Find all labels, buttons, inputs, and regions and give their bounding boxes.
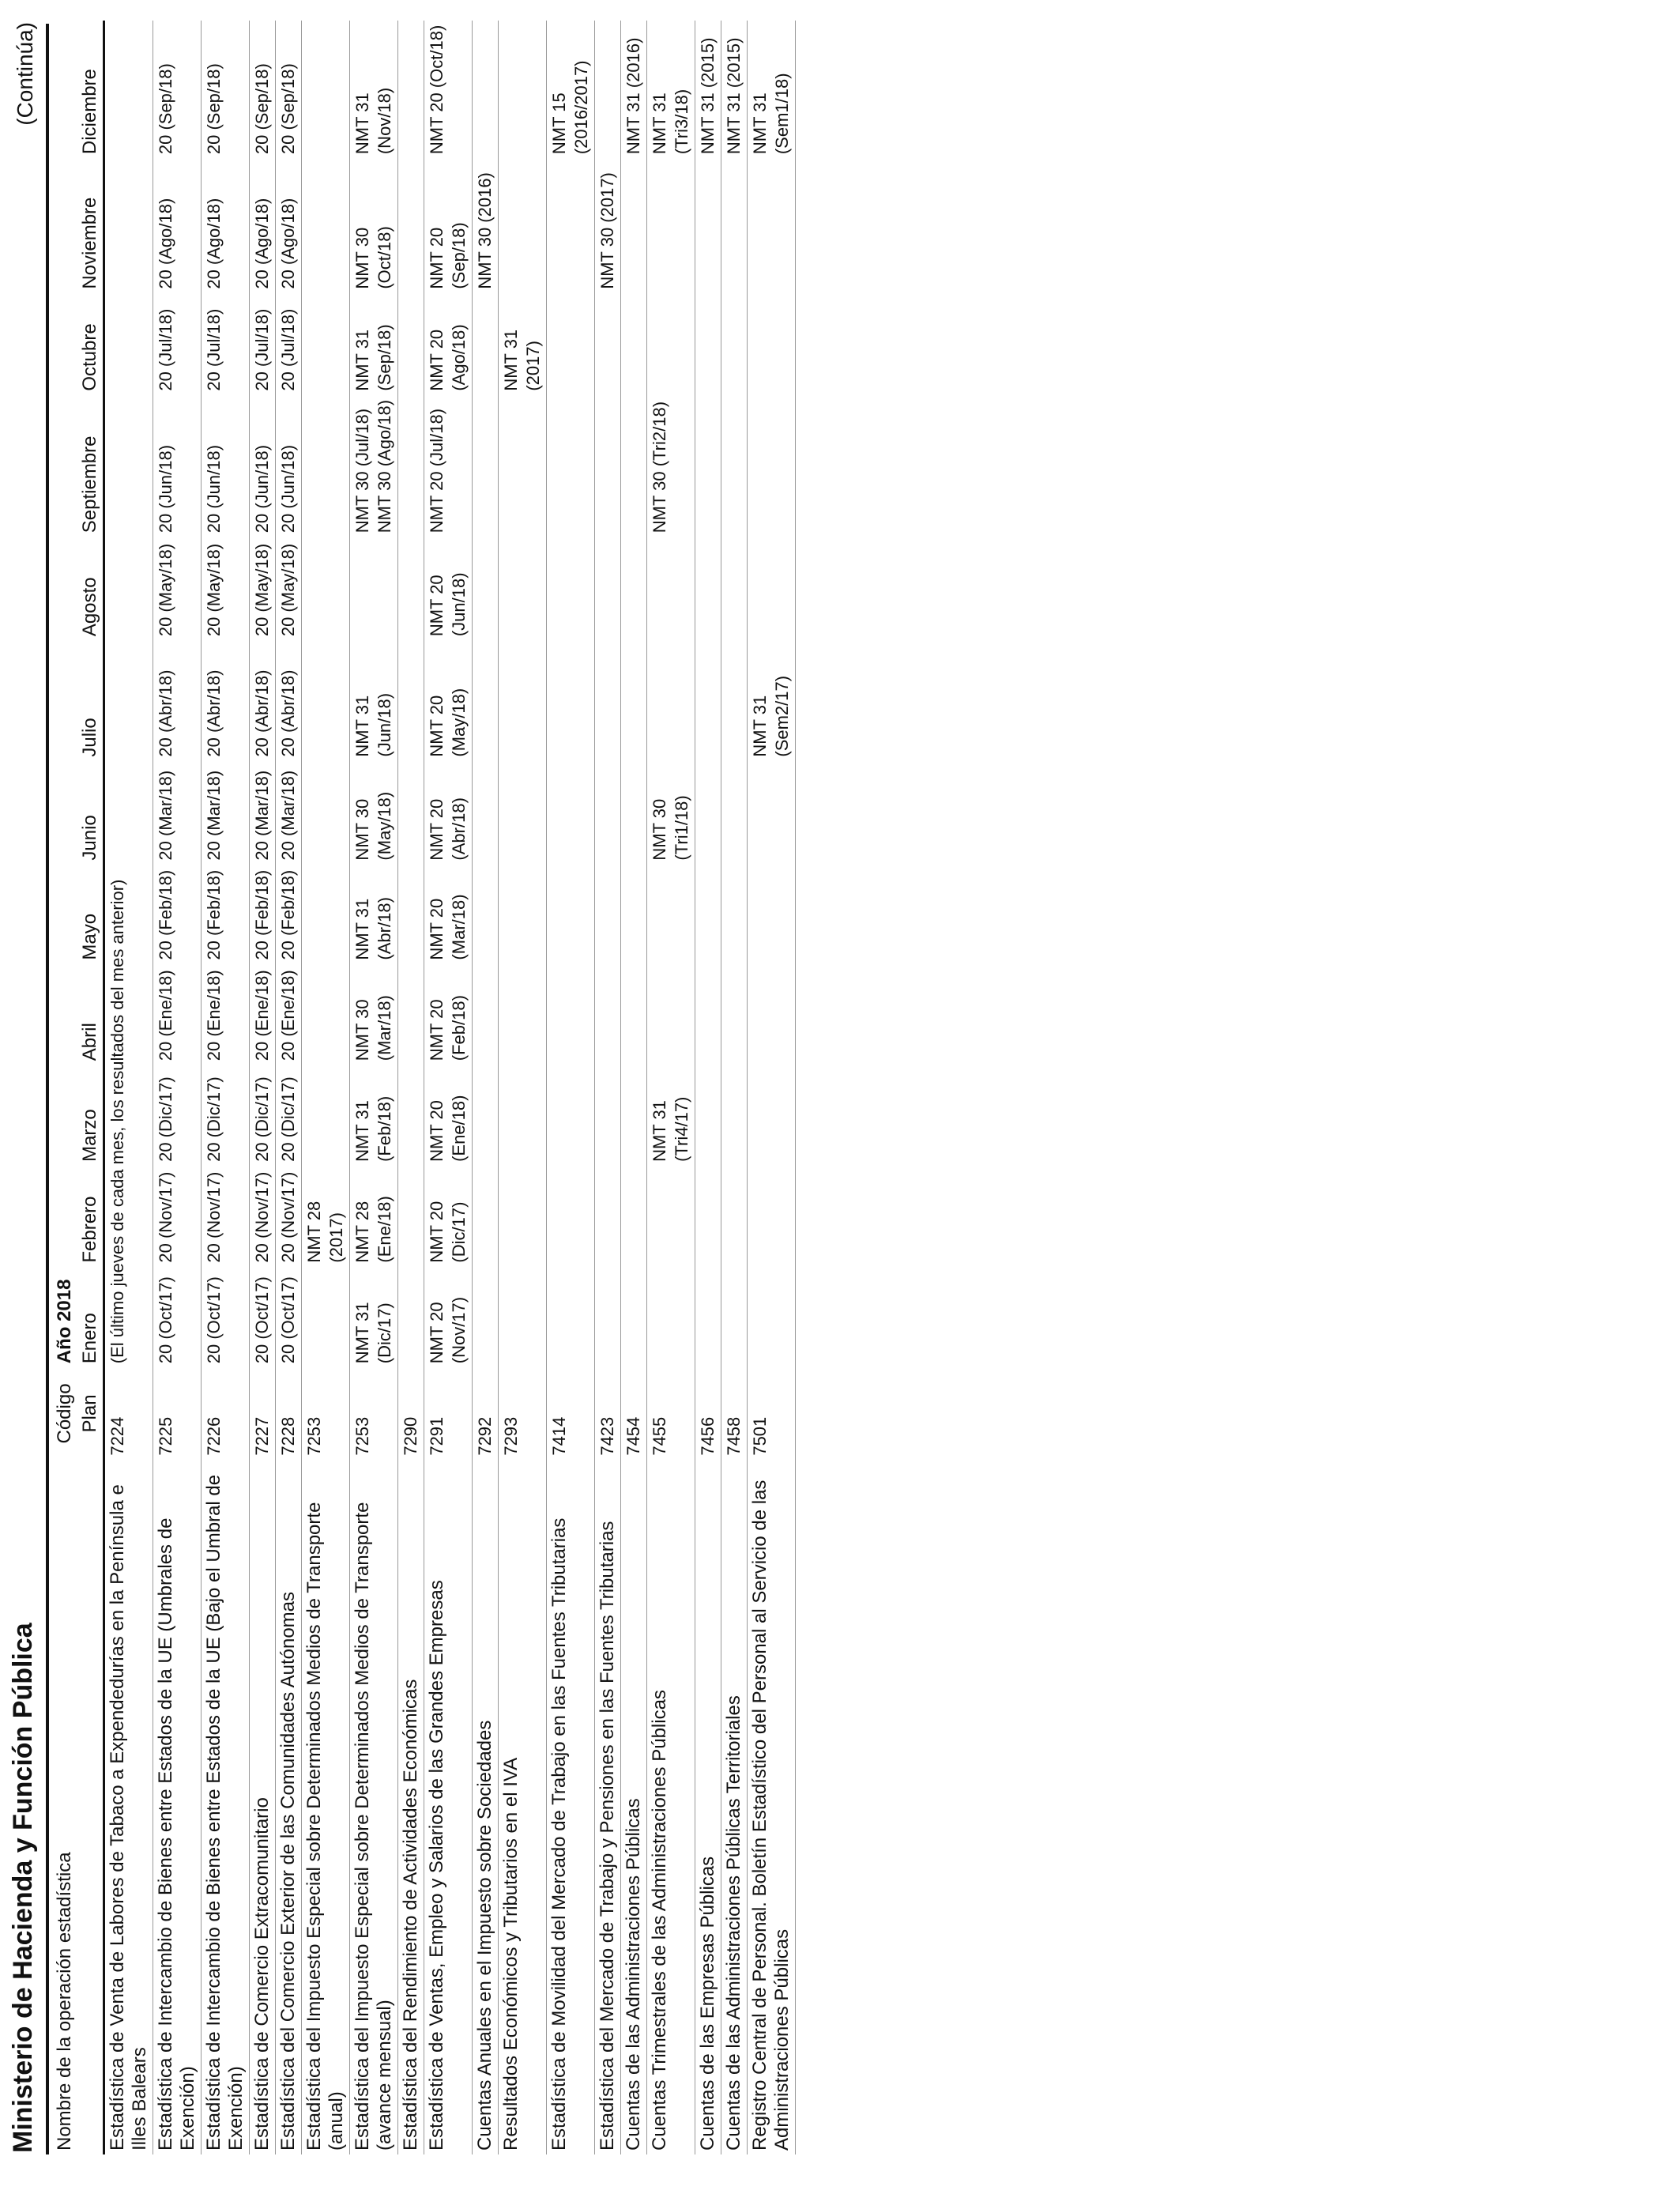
table-row (547, 21, 595, 2154)
schedule-cell (302, 21, 350, 158)
plan-code: 7501 (750, 1416, 770, 1456)
schedule-cell (547, 158, 595, 293)
schedule-cell: 20 (Jun/18) (252, 444, 272, 533)
plan-code: 7455 (650, 1416, 669, 1456)
schedule-cell: 20 (Ago/18) (252, 198, 272, 289)
schedule-cell (695, 1267, 721, 1368)
operation-name: Estadística del Impuesto Especial sobre Determinados Medios de Transporte (avance mensual) (352, 1502, 395, 2151)
schedule-cell: 20 (May/18) (156, 543, 175, 637)
schedule-cell: 20 (Ene/18) (204, 970, 224, 1061)
schedule-cell (647, 964, 695, 1065)
plan-code: 7454 (623, 1416, 643, 1456)
plan-code: 7456 (698, 1416, 718, 1456)
schedule-cell (302, 158, 350, 293)
schedule-cell (302, 1065, 350, 1166)
schedule-cell (695, 1065, 721, 1166)
operation-name: Estadística de Venta de Labores de Tabaco a Expendedurías en la Península e Illes Balears (107, 1484, 150, 2151)
schedule-cell (547, 640, 595, 760)
col-header-month: Febrero (77, 1166, 104, 1267)
plan-code: 7224 (107, 1416, 127, 1456)
table-row (473, 21, 499, 2154)
schedule-cell: 20 (Jun/18) (156, 444, 175, 533)
schedule-cell: 20 (Jul/18) (278, 308, 298, 391)
schedule-cell (547, 761, 595, 865)
schedule-cell: NMT 31 (Tri3/18) (650, 89, 691, 155)
table-row (276, 21, 302, 2154)
schedule-cell: 20 (Abr/18) (278, 669, 298, 757)
schedule-cell: 20 (Sep/18) (252, 63, 272, 155)
schedule-cell: 20 (Dic/17) (278, 1076, 298, 1162)
schedule-cell (748, 1267, 796, 1368)
schedule-cell (473, 761, 499, 865)
plan-code: 7290 (401, 1416, 420, 1456)
schedule-cell (621, 865, 647, 964)
operation-name: Resultados Económicos y Tributarios en el IVA (500, 1757, 522, 2151)
col-header-code-top: Código (54, 1383, 75, 1444)
col-header-month: Septiembre (77, 395, 104, 537)
schedule-cell (398, 21, 424, 158)
schedule-cell (302, 640, 350, 760)
schedule-cell: NMT 31 (2015) (724, 37, 744, 155)
schedule-cell (473, 21, 499, 158)
schedule-cell (499, 1267, 547, 1368)
schedule-cell (748, 395, 796, 537)
schedule-cell (398, 158, 424, 293)
schedule-cell: 20 (Jun/18) (278, 444, 298, 533)
col-header-month: Diciembre (77, 21, 104, 158)
schedule-cell: 20 (Mar/18) (156, 770, 175, 861)
schedule-cell (547, 537, 595, 640)
schedule-cell (595, 395, 621, 537)
schedule-cell (499, 21, 547, 158)
schedule-cell (398, 537, 424, 640)
col-header-code-bottom: Plan (77, 1367, 104, 1459)
schedule-cell: 20 (Abr/18) (156, 669, 175, 757)
table-row (695, 21, 721, 2154)
schedule-cell: 20 (Jul/18) (156, 308, 175, 391)
schedule-cell (499, 1065, 547, 1166)
schedule-cell (595, 1166, 621, 1267)
schedule-cell: NMT 20 (Abr/18) (427, 797, 469, 861)
schedule-cell (499, 865, 547, 964)
table-body (104, 21, 796, 2154)
schedule-cell: 20 (Sep/18) (204, 63, 224, 155)
schedule-cell (302, 761, 350, 865)
schedule-cell (302, 1267, 350, 1368)
table-row (104, 21, 153, 2154)
schedule-cell (621, 761, 647, 865)
table-row (595, 21, 621, 2154)
table-row (499, 21, 547, 2154)
schedule-cell (695, 1166, 721, 1267)
schedule-cell: 20 (Oct/17) (156, 1276, 175, 1364)
schedule-cell (595, 293, 621, 395)
schedule-cell (748, 964, 796, 1065)
plan-code: 7292 (475, 1416, 495, 1456)
schedule-cell (695, 537, 721, 640)
schedule-cell: 20 (Abr/18) (252, 669, 272, 757)
schedule-cell: 20 (Nov/17) (278, 1171, 298, 1263)
table-row (202, 21, 250, 2154)
schedule-cell (398, 1065, 424, 1166)
schedule-cell (547, 1166, 595, 1267)
schedule-cell: NMT 31 (Sem2/17) (750, 675, 792, 757)
schedule-cell (748, 158, 796, 293)
schedule-cell (595, 865, 621, 964)
schedule-cell: NMT 28 (2017) (304, 1201, 346, 1263)
operation-name: Estadística de Movilidad del Mercado de Trabajo en las Fuentes Tributarias (548, 1517, 570, 2151)
schedule-cell: NMT 31 (Sep/18) (352, 324, 394, 391)
schedule-cell: NMT 20 (Feb/18) (427, 995, 469, 1061)
schedule-cell (647, 1267, 695, 1368)
schedule-cell: 20 (Ago/18) (278, 198, 298, 289)
schedule-cell (499, 158, 547, 293)
schedule-cell: NMT 31 (Abr/18) (352, 897, 394, 960)
schedule-cell (595, 1267, 621, 1368)
schedule-cell (721, 865, 748, 964)
schedule-cell: NMT 31 (Nov/18) (352, 87, 394, 155)
schedule-cell: 20 (Nov/17) (204, 1171, 224, 1263)
schedule-cell (647, 1166, 695, 1267)
schedule-cell (473, 640, 499, 760)
schedule-cell: 20 (Feb/18) (278, 869, 298, 960)
table-row (302, 21, 350, 2154)
schedule-cell: 20 (Oct/17) (252, 1276, 272, 1364)
schedule-cell (621, 640, 647, 760)
schedule-note: (El último jueves de cada mes, los resultados del mes anterior) (107, 879, 127, 1364)
schedule-cell (647, 158, 695, 293)
schedule-cell: 20 (Jul/18) (252, 308, 272, 391)
col-header-month: Mayo (77, 865, 104, 964)
header-rule (46, 24, 49, 2154)
schedule-cell (695, 158, 721, 293)
plan-code: 7253 (352, 1416, 372, 1456)
col-header-month: Abril (77, 964, 104, 1065)
schedule-cell (547, 1065, 595, 1166)
schedule-cell: 20 (May/18) (278, 543, 298, 637)
schedule-cell (473, 537, 499, 640)
table-row (748, 21, 796, 2154)
schedule-cell (398, 964, 424, 1065)
table-row (621, 21, 647, 2154)
schedule-cell (621, 537, 647, 640)
schedule-cell (721, 293, 748, 395)
schedule-cell (721, 158, 748, 293)
schedule-cell: NMT 28 (Ene/18) (352, 1196, 394, 1263)
schedule-cell (621, 1267, 647, 1368)
schedule-cell (350, 537, 398, 640)
schedule-cell: NMT 31 (Feb/18) (352, 1095, 394, 1162)
schedule-cell: 20 (Oct/17) (278, 1276, 298, 1364)
schedule-cell (695, 865, 721, 964)
operation-name: Estadística del Mercado de Trabajo y Pensiones en las Fuentes Tributarias (597, 1521, 618, 2151)
col-header-month: Enero (77, 1267, 104, 1368)
schedule-cell (695, 964, 721, 1065)
schedule-cell (595, 21, 621, 158)
schedule-cell: NMT 20 (Mar/18) (427, 894, 469, 960)
schedule-cell (748, 537, 796, 640)
schedule-cell: NMT 20 (Oct/18) (427, 25, 446, 155)
schedule-cell (547, 293, 595, 395)
schedule-cell: 20 (Ago/18) (204, 198, 224, 289)
schedule-cell: NMT 31 (Jun/18) (352, 692, 394, 757)
schedule-cell: NMT 30 (May/18) (352, 791, 394, 861)
operation-name: Registro Central de Personal. Boletín Estadístico del Personal al Servicio de las Administraciones Públicas (749, 1480, 793, 2151)
schedule-table (52, 21, 796, 2154)
schedule-cell (647, 293, 695, 395)
table-row (721, 21, 748, 2154)
schedule-cell: NMT 31 (Tri4/17) (650, 1096, 691, 1162)
schedule-cell: NMT 30 (2017) (597, 172, 617, 289)
table-row (647, 21, 695, 2154)
operation-name: Estadística de Comercio Extracomunitario (251, 1797, 273, 2151)
schedule-cell: NMT 30 (Tri1/18) (650, 795, 691, 861)
plan-code: 7291 (427, 1416, 446, 1456)
operation-name: Estadística de Ventas, Empleo y Salarios de las Grandes Empresas (426, 1580, 447, 2151)
schedule-cell (302, 395, 350, 537)
schedule-cell: NMT 31 (Dic/17) (352, 1302, 394, 1364)
schedule-cell (621, 1065, 647, 1166)
schedule-cell (398, 1267, 424, 1368)
operation-name: Cuentas Trimestrales de las Administraciones Públicas (649, 1690, 670, 2151)
schedule-cell (547, 865, 595, 964)
schedule-cell (499, 761, 547, 865)
schedule-cell (398, 761, 424, 865)
schedule-cell (398, 293, 424, 395)
schedule-cell (721, 1267, 748, 1368)
schedule-cell: 20 (May/18) (204, 543, 224, 637)
schedule-cell: NMT 20 (Jul/18) (427, 408, 446, 533)
schedule-cell (748, 761, 796, 865)
schedule-cell: NMT 30 (Jul/18) NMT 30 (Ago/18) (352, 399, 394, 533)
schedule-cell: 20 (Feb/18) (204, 869, 224, 960)
schedule-cell (721, 761, 748, 865)
schedule-cell (302, 293, 350, 395)
schedule-cell (721, 1166, 748, 1267)
operation-name: Cuentas Anuales en el Impuesto sobre Sociedades (474, 1720, 495, 2151)
schedule-cell (499, 640, 547, 760)
schedule-cell: NMT 20 (Ene/18) (427, 1095, 469, 1162)
schedule-cell (473, 964, 499, 1065)
schedule-cell: NMT 30 (2016) (475, 172, 495, 289)
schedule-cell (748, 865, 796, 964)
plan-code: 7226 (204, 1416, 224, 1456)
header-row-top (52, 21, 77, 2154)
table-row (350, 21, 398, 2154)
table-row (398, 21, 424, 2154)
col-header-year: Año 2018 (54, 1279, 75, 1364)
schedule-cell (473, 1166, 499, 1267)
schedule-cell (695, 640, 721, 760)
schedule-cell (499, 964, 547, 1065)
schedule-cell (547, 1267, 595, 1368)
schedule-cell (398, 395, 424, 537)
schedule-cell (721, 1065, 748, 1166)
table-row (153, 21, 202, 2154)
schedule-cell (695, 761, 721, 865)
schedule-cell: NMT 31 (Sem1/18) (750, 73, 792, 155)
schedule-cell: 20 (Jul/18) (204, 308, 224, 391)
plan-code: 7225 (156, 1416, 175, 1456)
schedule-cell (647, 537, 695, 640)
schedule-cell: NMT 20 (Sep/18) (427, 222, 469, 289)
schedule-cell (721, 395, 748, 537)
schedule-cell (473, 1065, 499, 1166)
schedule-cell (595, 640, 621, 760)
schedule-cell (473, 865, 499, 964)
schedule-cell: 20 (Jun/18) (204, 444, 224, 533)
schedule-cell (721, 537, 748, 640)
operation-name: Cuentas de las Administraciones Públicas (623, 1798, 644, 2151)
operation-name: Estadística del Impuesto Especial sobre Determinados Medios de Transporte (anual) (303, 1502, 347, 2151)
schedule-cell: NMT 20 (Dic/17) (427, 1201, 469, 1263)
schedule-cell: 20 (Mar/18) (278, 770, 298, 861)
operation-name: Cuentas de las Empresas Públicas (697, 1856, 718, 2151)
schedule-cell: NMT 15 (2016/2017) (549, 60, 591, 155)
page-title: Ministerio de Hacienda y Función Pública (8, 1623, 38, 2153)
schedule-cell (473, 395, 499, 537)
schedule-cell: 20 (Dic/17) (156, 1076, 175, 1162)
col-header-month: Julio (77, 640, 104, 760)
schedule-cell (748, 1065, 796, 1166)
schedule-cell: NMT 30 (Oct/18) (352, 226, 394, 289)
col-header-month: Octubre (77, 293, 104, 395)
schedule-cell (621, 293, 647, 395)
schedule-cell: NMT 30 (Tri2/18) (650, 401, 669, 533)
schedule-cell (695, 395, 721, 537)
col-header-month: Agosto (77, 537, 104, 640)
schedule-cell (302, 537, 350, 640)
schedule-cell (595, 761, 621, 865)
col-header-month: Marzo (77, 1065, 104, 1166)
schedule-cell: 20 (Sep/18) (278, 63, 298, 155)
schedule-cell: 20 (Ene/18) (278, 970, 298, 1061)
schedule-cell: 20 (Ago/18) (156, 198, 175, 289)
schedule-cell (398, 1166, 424, 1267)
schedule-cell: 20 (Ene/18) (252, 970, 272, 1061)
schedule-cell: 20 (Ene/18) (156, 970, 175, 1061)
schedule-cell: 20 (Feb/18) (156, 869, 175, 960)
schedule-cell (748, 1166, 796, 1267)
schedule-cell: NMT 20 (Ago/18) (427, 324, 469, 391)
plan-code: 7423 (597, 1416, 617, 1456)
plan-code: 7293 (501, 1416, 521, 1456)
schedule-cell (595, 537, 621, 640)
schedule-cell (748, 293, 796, 395)
schedule-cell: 20 (Dic/17) (252, 1076, 272, 1162)
operation-name: Estadística del Rendimiento de Actividades Económicas (400, 1679, 421, 2151)
plan-code: 7228 (278, 1416, 298, 1456)
plan-code: 7253 (304, 1416, 324, 1456)
schedule-cell (499, 395, 547, 537)
schedule-cell: 20 (Mar/18) (204, 770, 224, 861)
schedule-cell (621, 964, 647, 1065)
schedule-cell: 20 (Dic/17) (204, 1076, 224, 1162)
schedule-cell (695, 293, 721, 395)
schedule-cell (647, 640, 695, 760)
schedule-cell (547, 395, 595, 537)
operation-name: Cuentas de las Administraciones Públicas Territoriales (723, 1695, 744, 2151)
schedule-cell (398, 865, 424, 964)
schedule-cell: 20 (Abr/18) (204, 669, 224, 757)
col-header-month: Junio (77, 761, 104, 865)
schedule-cell (547, 964, 595, 1065)
schedule-cell: NMT 20 (Nov/17) (427, 1296, 469, 1364)
plan-code: 7414 (549, 1416, 569, 1456)
schedule-cell (499, 537, 547, 640)
schedule-cell: NMT 20 (Jun/18) (427, 572, 469, 637)
schedule-cell (473, 293, 499, 395)
schedule-cell (621, 1166, 647, 1267)
schedule-cell (473, 1267, 499, 1368)
schedule-cell (302, 865, 350, 964)
schedule-cell: NMT 31 (2015) (698, 37, 718, 155)
operation-name: Estadística de Intercambio de Bienes entre Estados de la UE (Bajo el Umbral de Exención) (203, 1474, 247, 2151)
schedule-cell: 20 (Oct/17) (204, 1276, 224, 1364)
schedule-cell: NMT 30 (Mar/18) (352, 995, 394, 1061)
schedule-cell: NMT 20 (May/18) (427, 688, 469, 757)
schedule-cell (721, 640, 748, 760)
schedule-cell (621, 395, 647, 537)
table-row (424, 21, 473, 2154)
schedule-cell (595, 964, 621, 1065)
schedule-cell (499, 1166, 547, 1267)
plan-code: 7227 (252, 1416, 272, 1456)
schedule-cell: 20 (Nov/17) (156, 1171, 175, 1263)
schedule-cell (302, 964, 350, 1065)
schedule-cell: NMT 31 (2017) (501, 329, 543, 391)
col-header-name: Nombre de la operación estadística (52, 1460, 104, 2154)
schedule-cell (647, 865, 695, 964)
schedule-cell: 20 (Feb/18) (252, 869, 272, 960)
col-header-month: Noviembre (77, 158, 104, 293)
schedule-cell (621, 158, 647, 293)
schedule-cell: 20 (Nov/17) (252, 1171, 272, 1263)
schedule-cell: NMT 31 (2016) (623, 37, 643, 155)
operation-name: Estadística del Comercio Exterior de las Comunidades Autónomas (277, 1591, 299, 2151)
schedule-cell: 20 (Mar/18) (252, 770, 272, 861)
schedule-cell: 20 (May/18) (252, 543, 272, 637)
schedule-cell (721, 964, 748, 1065)
schedule-cell (398, 640, 424, 760)
schedule-cell: 20 (Sep/18) (156, 63, 175, 155)
continuation-label: (Continúa) (13, 22, 37, 126)
operation-name: Estadística de Intercambio de Bienes entre Estados de la UE (Umbrales de Exención) (155, 1517, 198, 2151)
table-row (250, 21, 276, 2154)
schedule-cell (595, 1065, 621, 1166)
plan-code: 7458 (724, 1416, 744, 1456)
